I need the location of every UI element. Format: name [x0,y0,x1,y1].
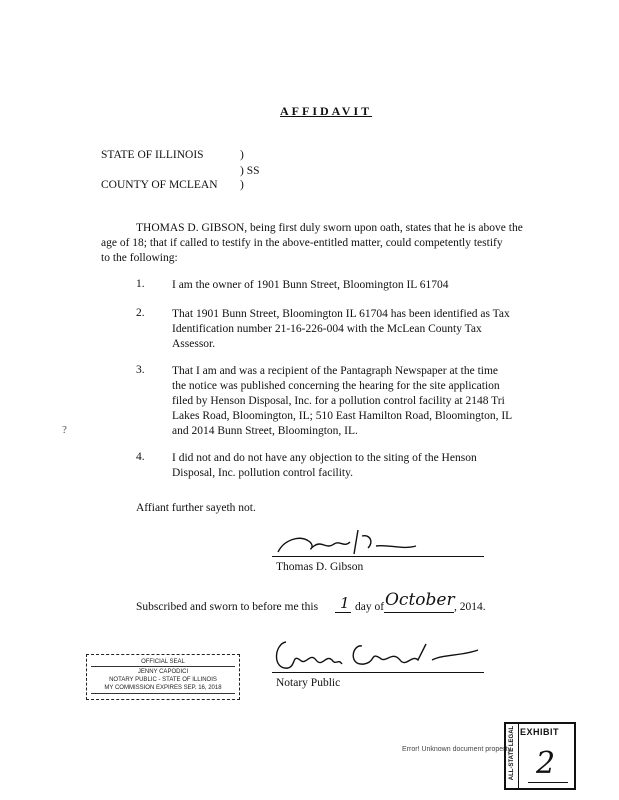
notary-signature-line [272,672,484,673]
item-line: filed by Henson Disposal, Inc. for a pollution control facility at 2148 Tri [172,395,505,407]
venue-ss: ) SS [240,165,260,177]
intro-line-1: THOMAS D. GIBSON, being first duly sworn upon oath, states that he is above the [136,222,523,234]
affiant-name: Thomas D. Gibson [276,561,364,573]
exhibit-number-line [528,782,568,783]
intro-line-3: to the following: [101,252,178,264]
seal-line-4: MY COMMISSION EXPIRES SEP. 16, 2018 [104,685,222,691]
exhibit-side-band [506,724,519,788]
item-number: 2. [136,307,145,319]
item-line: the notice was published concerning the hearing for the site application [172,380,500,392]
item-line: Identification number 21-16-226-004 with the McLean County Tax [172,323,482,335]
item-line: I did not and do not have any objection to the siting of the Henson [172,452,477,464]
item-number: 1. [136,278,145,290]
closing-statement: Affiant further sayeth not. [136,502,256,514]
item-line: Lakes Road, Bloomington, IL; 510 East Hamilton Road, Bloomington, IL [172,410,513,422]
seal-inner [91,666,235,694]
item-line: Assessor. [172,338,216,350]
item-number: 4. [136,451,145,463]
item-line: I am the owner of 1901 Bunn Street, Bloomington IL 61704 [172,279,449,291]
seal-line-3: NOTARY PUBLIC - STATE OF ILLINOIS [109,677,217,683]
item-line: Disposal, Inc. pollution control facility. [172,467,353,479]
item-line: That I am and was a recipient of the Pantagraph Newspaper at the time [172,365,499,377]
intro-line-2: age of 18; that if called to testify in the above-entitled matter, could competently testify [101,237,503,249]
day-underline [335,612,351,613]
item-number: 3. [136,364,145,376]
affiant-signature-line [272,556,484,557]
margin-mark: ? [62,424,67,436]
document-title: AFFIDAVIT [280,104,373,118]
exhibit-side-text: ALL-STATE LEGAL [509,725,515,781]
month-underline [384,612,454,613]
venue-county: COUNTY OF MCLEAN [101,179,218,191]
notary-seal-stamp [86,654,240,700]
seal-line-2: JENNY CAPODICI [137,669,189,675]
item-line: That 1901 Bunn Street, Bloomington IL 61704 has been identified as Tax [172,308,510,320]
exhibit-sticker [504,722,576,790]
exhibit-label: EXHIBIT [520,727,560,737]
subscribed-mid: day of [355,601,385,613]
seal-line-1: OFFICIAL SEAL [141,659,185,665]
venue-state: STATE OF ILLINOIS [101,149,204,161]
exhibit-number: 2 [536,746,556,781]
footer-note: Error! Unknown document property [402,746,511,753]
venue-paren-1: ) [240,149,244,161]
subscribed-prefix: Subscribed and sworn to before me this [136,601,319,613]
subscribed-day: 1 [340,594,350,612]
subscribed-month: October [385,590,455,610]
subscribed-year: , 2014. [454,601,486,613]
venue-paren-3: ) [240,179,244,191]
notary-label: Notary Public [276,677,341,689]
item-line: and 2014 Bunn Street, Bloomington, IL. [172,425,358,437]
